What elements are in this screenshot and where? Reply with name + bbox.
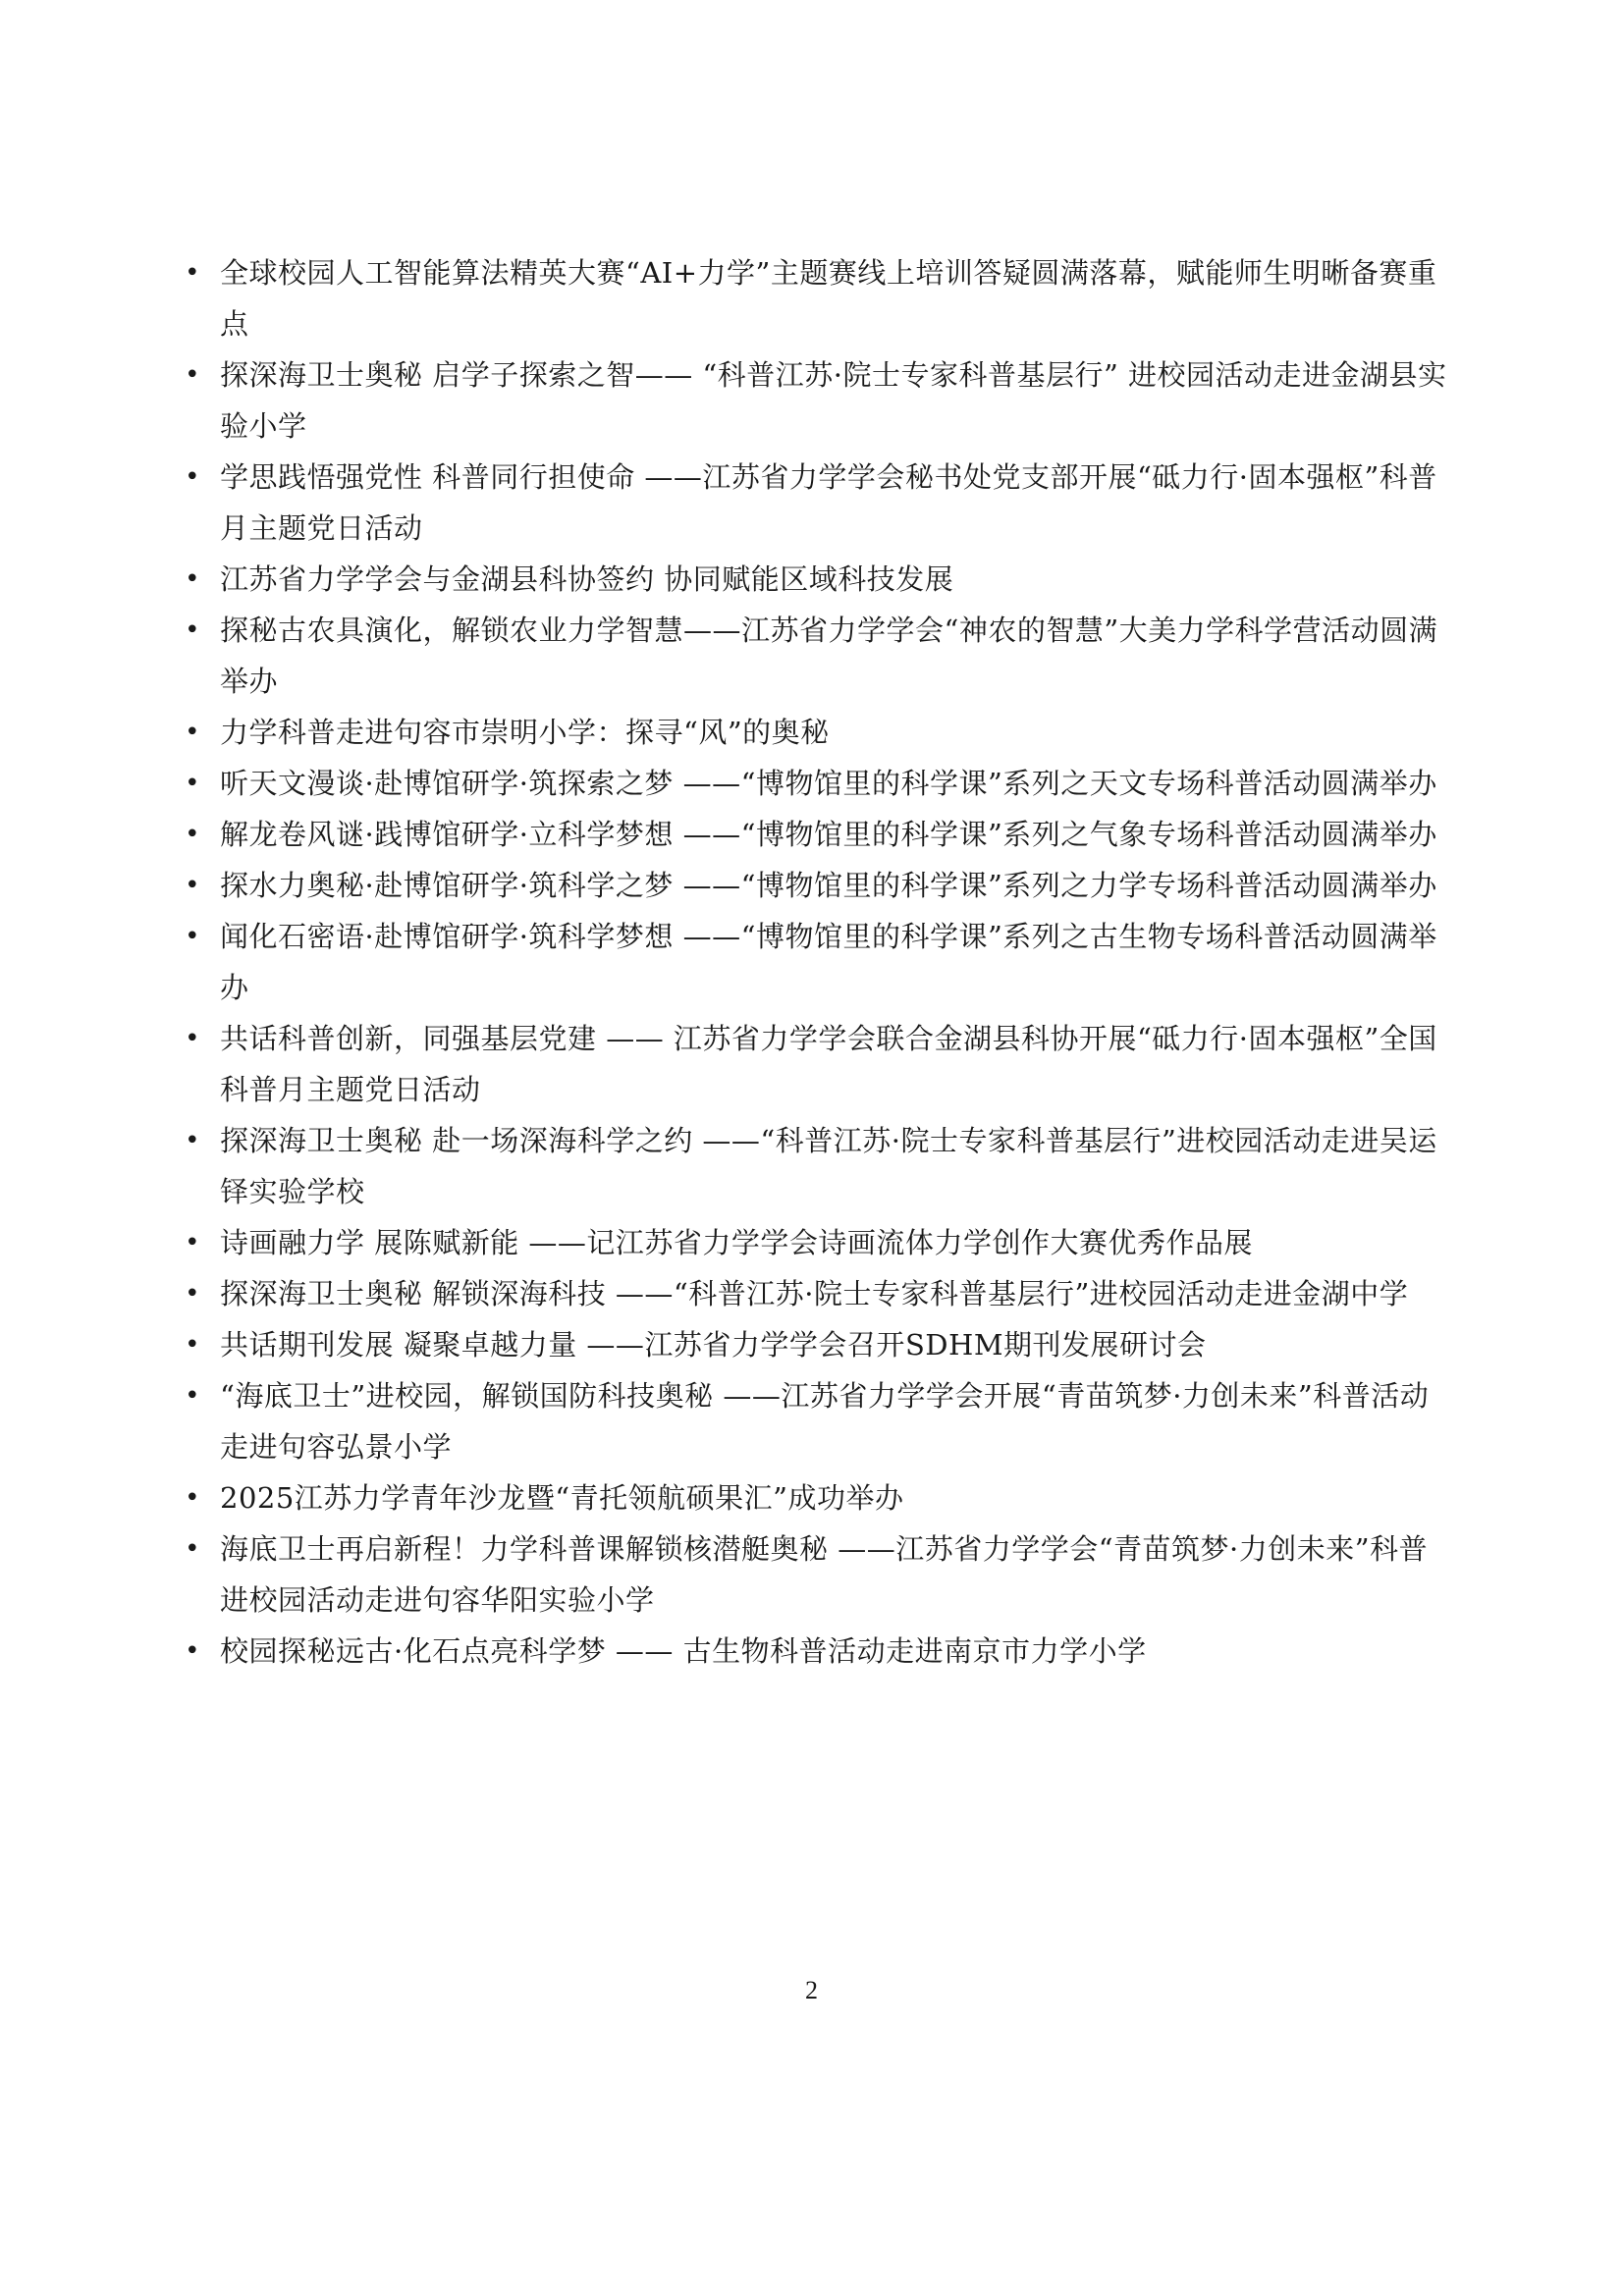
list-item-text: 共话科普创新，同强基层党建 —— 江苏省力学学会联合金湖县科协开展“砥力行·固本强枢”全国科普月主题党日活动	[220, 1022, 1437, 1106]
list-item-text: 共话期刊发展 凝聚卓越力量 ——江苏省力学学会召开SDHM期刊发展研讨会	[220, 1328, 1207, 1362]
bullet-icon: •	[185, 1534, 200, 1564]
list-item	[175, 452, 1451, 554]
list-item	[175, 605, 1451, 707]
list-item	[175, 1217, 1451, 1268]
bullet-icon: •	[185, 615, 200, 645]
list-item-text: 海底卫士再启新程！力学科普课解锁核潜艇奥秘 ——江苏省力学学会“青苗筑梦·力创未来”科普进校园活动走进句容华阳实验小学	[220, 1532, 1429, 1617]
list-item	[175, 1472, 1451, 1523]
list-item	[175, 1115, 1451, 1217]
bullet-icon: •	[185, 1483, 200, 1513]
list-item	[175, 247, 1451, 349]
bullet-icon: •	[185, 564, 200, 594]
list-item	[175, 554, 1451, 605]
list-item	[175, 1523, 1451, 1626]
bullet-icon: •	[185, 718, 200, 747]
list-item	[175, 758, 1451, 809]
list-item-text: “海底卫士”进校园，解锁国防科技奥秘 ——江苏省力学学会开展“青苗筑梦·力创未来”科普活动走进句容弘景小学	[220, 1379, 1430, 1464]
list-item-text: 探深海卫士奥秘 解锁深海科技 ——“科普江苏·院士专家科普基层行”进校园活动走进金湖中学	[220, 1277, 1409, 1310]
list-item-text: 解龙卷风谜·践博馆研学·立科学梦想 ——“博物馆里的科学课”系列之气象专场科普活动圆满举办	[220, 818, 1437, 851]
list-item	[175, 1370, 1451, 1472]
list-item	[175, 1626, 1451, 1677]
bullet-icon: •	[185, 1636, 200, 1666]
list-item	[175, 809, 1451, 860]
bullet-icon: •	[185, 462, 200, 492]
list-item-text: 诗画融力学 展陈赋新能 ——记江苏省力学学会诗画流体力学创作大赛优秀作品展	[220, 1226, 1253, 1259]
bullet-icon: •	[185, 820, 200, 849]
bullet-icon: •	[185, 769, 200, 798]
list-item-text: 全球校园人工智能算法精英大赛“AI+力学”主题赛线上培训答疑圆满落幕，赋能师生明晰备赛重点	[220, 256, 1437, 341]
list-item	[175, 1319, 1451, 1370]
page-number: 2	[805, 1976, 818, 2004]
bullet-icon: •	[185, 258, 200, 288]
list-item-text: 探深海卫士奥秘 赴一场深海科学之约 ——“科普江苏·院士专家科普基层行”进校园活动走进吴运铎实验学校	[220, 1124, 1437, 1208]
list-item-text: 学思践悟强党性 科普同行担使命 ——江苏省力学学会秘书处党支部开展“砥力行·固本强枢”科普月主题党日活动	[220, 460, 1437, 545]
bullet-icon: •	[185, 1126, 200, 1155]
list-item-text: 探深海卫士奥秘 启学子探索之智—— “科普江苏·院士专家科普基层行” 进校园活动走进金湖县实验小学	[220, 358, 1447, 443]
list-item	[175, 349, 1451, 452]
list-item	[175, 1013, 1451, 1115]
list-item	[175, 707, 1451, 758]
list-item-text: 2025江苏力学青年沙龙暨“青托领航硕果汇”成功举办	[220, 1481, 904, 1515]
bullet-icon: •	[185, 1024, 200, 1053]
list-item	[175, 1268, 1451, 1319]
list-item-text: 探秘古农具演化，解锁农业力学智慧——江苏省力学学会“神农的智慧”大美力学科学营活动圆满举办	[220, 614, 1438, 698]
list-item-text: 闻化石密语·赴博馆研学·筑科学梦想 ——“博物馆里的科学课”系列之古生物专场科普活动圆满举办	[220, 920, 1437, 1004]
bullet-icon: •	[185, 871, 200, 900]
list-item-text: 听天文漫谈·赴博馆研学·筑探索之梦 ——“博物馆里的科学课”系列之天文专场科普活动圆满举办	[220, 767, 1437, 800]
bullet-icon: •	[185, 1279, 200, 1308]
list-item-text: 力学科普走进句容市崇明小学：探寻“风”的奥秘	[220, 716, 830, 749]
list-item-text: 探水力奥秘·赴博馆研学·筑科学之梦 ——“博物馆里的科学课”系列之力学专场科普活动圆满举办	[220, 869, 1437, 902]
bullet-icon: •	[185, 1330, 200, 1360]
list-item	[175, 860, 1451, 911]
bullet-icon: •	[185, 922, 200, 951]
bullet-icon: •	[185, 1381, 200, 1411]
news-item-list	[175, 247, 1451, 1677]
list-item	[175, 911, 1451, 1013]
list-item-text: 江苏省力学学会与金湖县科协签约 协同赋能区域科技发展	[220, 562, 954, 596]
list-item-text: 校园探秘远古·化石点亮科学梦 —— 古生物科普活动走进南京市力学小学	[220, 1634, 1147, 1668]
bullet-icon: •	[185, 360, 200, 390]
bullet-icon: •	[185, 1228, 200, 1257]
